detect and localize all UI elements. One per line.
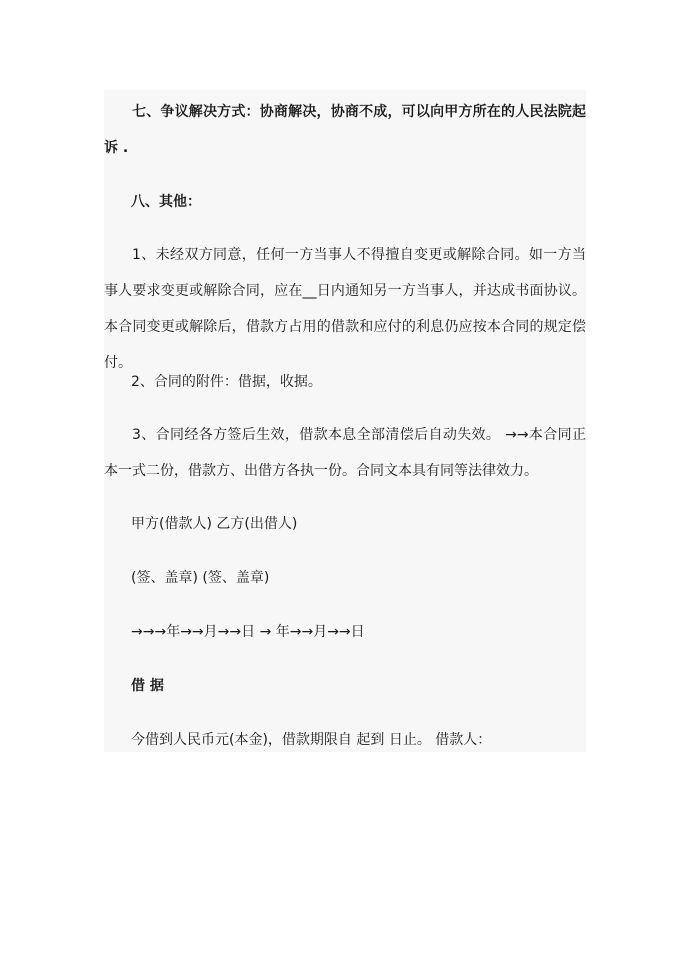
party-line: 甲方(借款人) 乙方(出借人) — [131, 516, 298, 532]
receipt-text: 今借到人民币元(本金)，借款期限自 起到 日止。 借款人： — [131, 732, 492, 748]
receipt-heading: 借 据 — [131, 678, 164, 694]
other-item-1: 1、未经双方同意，任何一方当事人不得擅自变更或解除合同。如一方当事人要求变更或解除合同，应在__日内通知另一方当事人，并达成书面协议。本合同变更或解除后，借款方占用的借款和应付的利息仍应按本合同的规定偿付。 — [104, 247, 586, 371]
other-item-3: 3、合同经各方签后生效，借款本息全部清偿后自动失效。 →→本合同正本一式二份，借款方、出借方各执一份。合同文本具有同等法律效力。 — [104, 427, 586, 479]
signature-line: (签、盖章) (签、盖章) — [131, 570, 270, 586]
section-7-dispute-resolution: 七、争议解决方式：协商解决，协商不成，可以向甲方所在的人民法院起诉 . — [104, 104, 586, 156]
other-item-2: 2、合同的附件：借据，收据。 — [131, 374, 322, 390]
section-8-heading: 八、其他： — [131, 194, 201, 210]
date-line: →→→年→→月→→日 → 年→→月→→日 — [131, 624, 365, 640]
